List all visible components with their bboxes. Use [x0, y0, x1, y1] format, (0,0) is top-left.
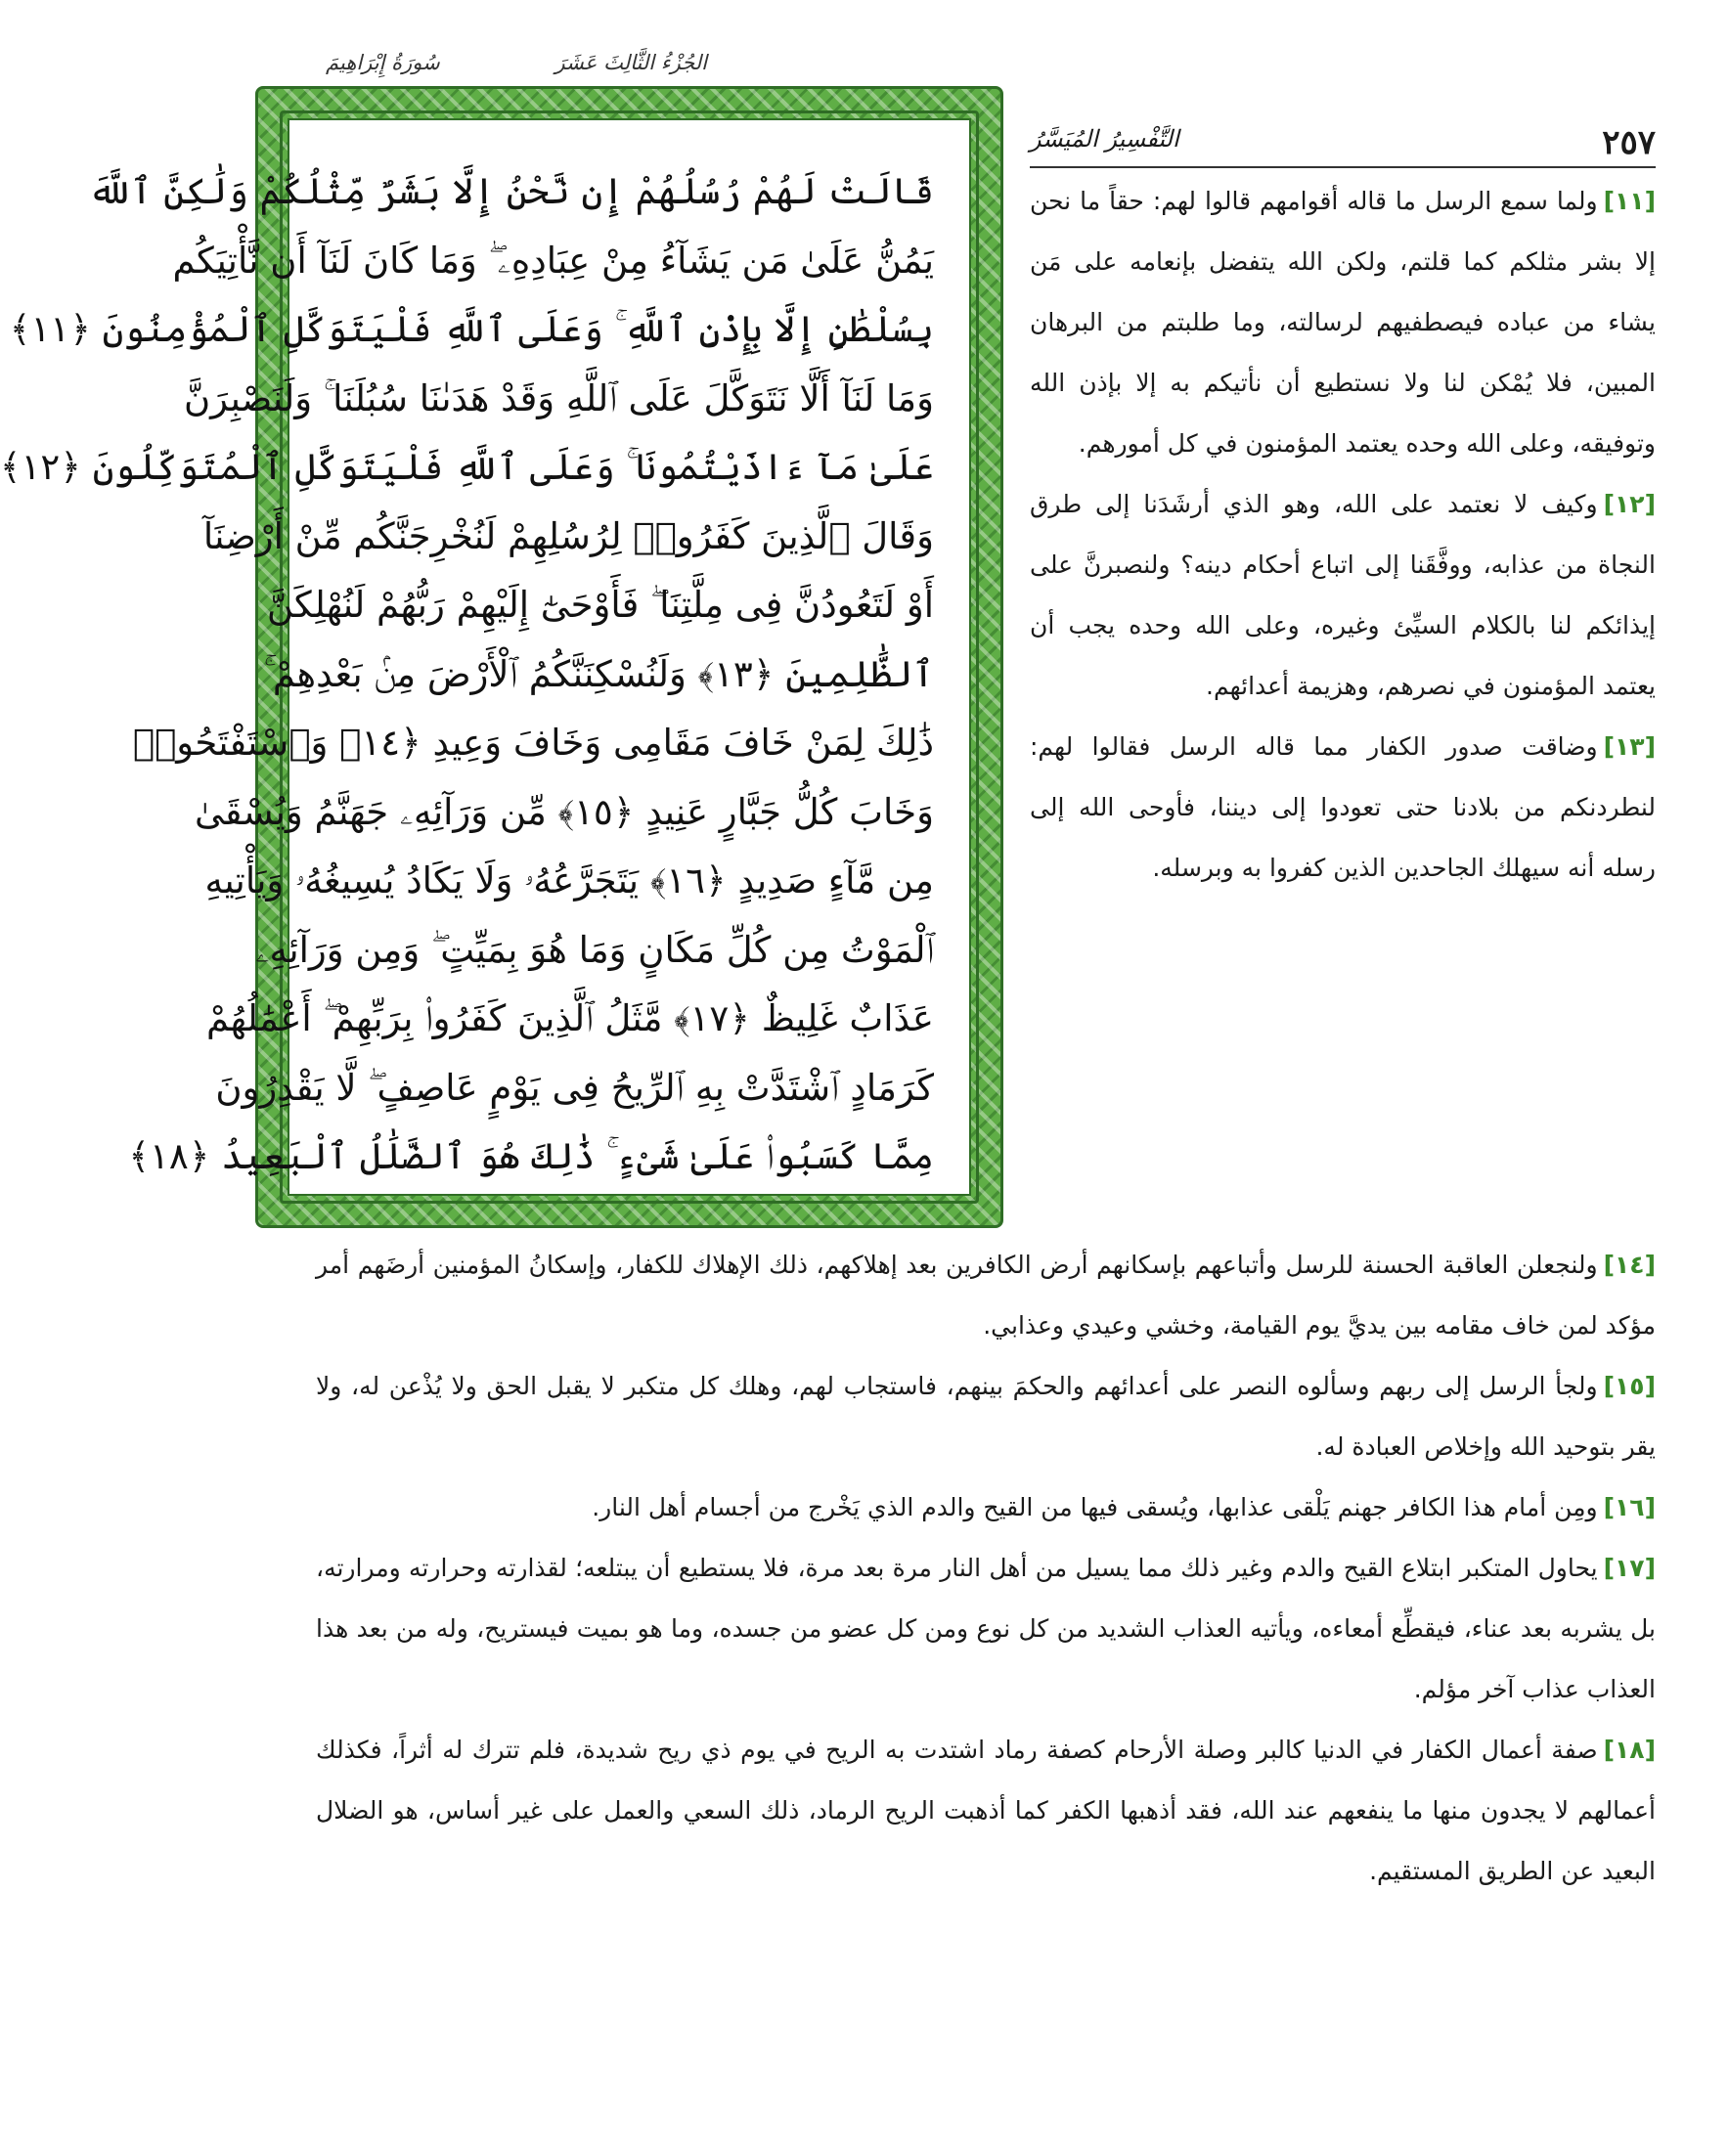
quran-line: ذَٰلِكَ لِمَنْ خَافَ مَقَامِى وَخَافَ وَعِيدِ ﴿١٤﴾ وَٱسْتَفْتَحُوا۟	[132, 722, 934, 764]
surah-label: سُورَةُ إِبْرَاهِيمَ	[326, 51, 440, 74]
tafsir-text: ولجأ الرسل إلى ربهم وسألوه النصر على أعدائهم والحكمَ بينهم، فاستجاب لهم، وهلك كل متكبر لا يقبل الحق ولا يُذْعن له، ولا يقر بتوحيد الله وإخلاص العبادة له.	[316, 1372, 1656, 1461]
verse-number: [١٧]	[1603, 1554, 1656, 1582]
tafsir-entry	[316, 1235, 1656, 1356]
quran-line: بِسُلْطَٰنٍ إِلَّا بِإِذْنِ ٱللَّهِ ۚ وَعَلَى ٱللَّهِ فَلْيَتَوَكَّلِ ٱلْمُؤْمِنُونَ ﴿١١﴾	[9, 308, 934, 350]
quran-line: قَالَتْ لَهُمْ رُسُلُهُمْ إِن نَّحْنُ إِلَّا بَشَرٌ مِّثْلُكُمْ وَلَٰكِنَّ ٱللَّهَ	[88, 170, 934, 212]
tafsir-text: صفة أعمال الكفار في الدنيا كالبر وصلة الأرحام كصفة رماد اشتدت به الريح في يوم ذي ريح شديدة، فلم تترك له أثراً، فكذلك أعمالهم لا يجدون منها ما ينفعهم عند الله، فقد أذهبها الكفر كما أذهبت الريح الرماد، ذلك السعي والعمل على غير أساس، هو الضلال البعيد عن الطريق المستقيم.	[316, 1736, 1656, 1885]
quran-frame	[0, 86, 1003, 1228]
quran-line: مِمَّا كَسَبُوا۟ عَلَىٰ شَىْءٍ ۚ ذَٰلِكَ هُوَ ٱلضَّلَٰلُ ٱلْبَعِيدُ ﴿١٨﴾	[128, 1135, 934, 1177]
tafsir-text: ومِن أمام هذا الكافر جهنم يَلْقى عذابها، ويُسقى فيها من القيح والدم الذي يَخْرج من أجسام أهل النار.	[592, 1493, 1598, 1521]
book-header	[1030, 117, 1656, 168]
tafsir-text: يحاول المتكبر ابتلاع القيح والدم وغير ذلك مما يسيل من أهل النار مرة بعد مرة، فلا يستطيع أن يبتلعه؛ لقذارته وحرارته ومرارته، بل يشربه بعد عناء، فيقطِّع أمعاءه، ويأتيه العذاب الشديد من كل نوع ومن كل عضو من جسده، وما هو بميت فيستريح، وله من بعد هذا العذاب عذاب آخر مؤلم.	[316, 1554, 1656, 1703]
verse-number: [١٢]	[1603, 490, 1656, 518]
book-title: التَّفْسِيرُ المُيَسَّرُ	[1030, 125, 1179, 153]
verse-number: [١٤]	[1603, 1251, 1656, 1279]
juz-label: الجُزْءُ الثَّالِثَ عَشَرَ	[554, 51, 707, 74]
quran-line: كَرَمَادٍ ٱشْتَدَّتْ بِهِ ٱلرِّيحُ فِى يَوْمٍ عَاصِفٍ ۖ لَّا يَقْدِرُونَ	[215, 1066, 934, 1109]
verse-number: [١٣]	[1603, 732, 1656, 761]
quran-line: وَقَالَ ٱلَّذِينَ كَفَرُوا۟ لِرُسُلِهِمْ لَنُخْرِجَنَّكُم مِّنْ أَرْضِنَآ	[202, 514, 934, 557]
tafsir-entry	[1030, 171, 1656, 474]
tafsir-entry	[316, 1538, 1656, 1720]
quran-line: ٱلظَّٰلِمِينَ ﴿١٣﴾ وَلَنُسْكِنَنَّكُمُ ٱلْأَرْضَ مِنۢ بَعْدِهِمْ ۚ	[263, 652, 934, 695]
verse-number: [١٦]	[1603, 1493, 1656, 1521]
quran-line: وَمَا لَنَآ أَلَّا نَتَوَكَّلَ عَلَى ٱللَّهِ وَقَدْ هَدَىٰنَا سُبُلَنَا ۚ وَلَنَصْبِرَنَّ	[183, 376, 934, 419]
quran-line: عَذَابٌ غَلِيظٌ ﴿١٧﴾ مَّثَلُ ٱلَّذِينَ كَفَرُوا۟ بِرَبِّهِمْ ۖ أَعْمَٰلُهُمْ	[206, 997, 934, 1039]
tafsir-entry	[316, 1356, 1656, 1477]
tafsir-entry	[1030, 717, 1656, 899]
quran-line: أَوْ لَتَعُودُنَّ فِى مِلَّتِنَا ۖ فَأَوْحَىٰٓ إِلَيْهِمْ رَبُّهُمْ لَنُهْلِكَنَّ	[266, 584, 934, 626]
quran-line: يَمُنُّ عَلَىٰ مَن يَشَآءُ مِنْ عِبَادِهِۦ ۖ وَمَا كَانَ لَنَآ أَن نَّأْتِيَكُم	[172, 239, 934, 282]
tafsir-text: وضاقت صدور الكفار مما قاله الرسل فقالوا لهم: لنطردنكم من بلادنا حتى تعودوا إلى ديننا، فأوحى الله إلى رسله أنه سيهلك الجاحدين الذين كفروا به وبرسله.	[1030, 732, 1656, 882]
quran-line: وَخَابَ كُلُّ جَبَّارٍ عَنِيدٍ ﴿١٥﴾ مِّن وَرَآئِهِۦ جَهَنَّمُ وَيُسْقَىٰ	[194, 790, 934, 833]
tafsir-text: ولنجعلن العاقبة الحسنة للرسل وأتباعهم بإسكانهم أرض الكافرين بعد إهلاكهم، ذلك الإهلاك للكفار، وإسكانُ المؤمنين أرضَهم أمر مؤكد لمن خاف مقامه بين يديَّ يوم القيامة، وخشي وعيدي وعذابي.	[316, 1251, 1656, 1340]
tafsir-entry	[1030, 474, 1656, 717]
verse-number: [١٥]	[1603, 1372, 1656, 1400]
tafsir-entry	[316, 1477, 1656, 1538]
tafsir-text: وكيف لا نعتمد على الله، وهو الذي أرشَدَنا إلى طرق النجاة من عذابه، ووفَّقَنا إلى اتباع أحكام دينه؟ ولنصبرنَّ على إيذائكم لنا بالكلام السيِّئ وغيره، وعلى الله وحده يجب أن يعتمد المؤمنون في نصرهم، وهزيمة أعدائهم.	[1030, 490, 1656, 700]
quran-line: عَلَىٰ مَآ ءَاذَيْتُمُونَا ۚ وَعَلَى ٱللَّهِ فَلْيَتَوَكَّلِ ٱلْمُتَوَكِّلُونَ ﴿١٢﴾	[0, 446, 934, 488]
page-top-header	[326, 51, 971, 82]
quran-line: مِن مَّآءٍ صَدِيدٍ ﴿١٦﴾ يَتَجَرَّعُهُۥ وَلَا يَكَادُ يُسِيغُهُۥ وَيَأْتِيهِ	[204, 859, 934, 902]
tafsir-column	[1030, 171, 1656, 899]
quran-text-panel	[0, 118, 971, 1196]
page-number: ٢٥٧	[1602, 123, 1656, 162]
verse-number: [١١]	[1603, 187, 1656, 215]
quran-line: ٱلْمَوْتُ مِن كُلِّ مَكَانٍ وَمَا هُوَ بِمَيِّتٍ ۖ وَمِن وَرَآئِهِۦ	[255, 928, 934, 971]
tafsir-entry	[316, 1720, 1656, 1902]
verse-number: [١٨]	[1603, 1736, 1656, 1764]
tafsir-full-width	[316, 1235, 1656, 1902]
tafsir-text: ولما سمع الرسل ما قاله أقوامهم قالوا لهم: حقاً ما نحن إلا بشر مثلكم كما قلتم، ولكن الله يتفضل بإنعامه على مَن يشاء من عباده فيصطفيهم لرسالته، وما طلبتم من البرهان المبين، فلا يُمْكن لنا ولا نستطيع أن نأتيكم به إلا بإذن الله وتوفيقه، وعلى الله وحده يعتمد المؤمنون في كل أمورهم.	[1030, 187, 1656, 458]
